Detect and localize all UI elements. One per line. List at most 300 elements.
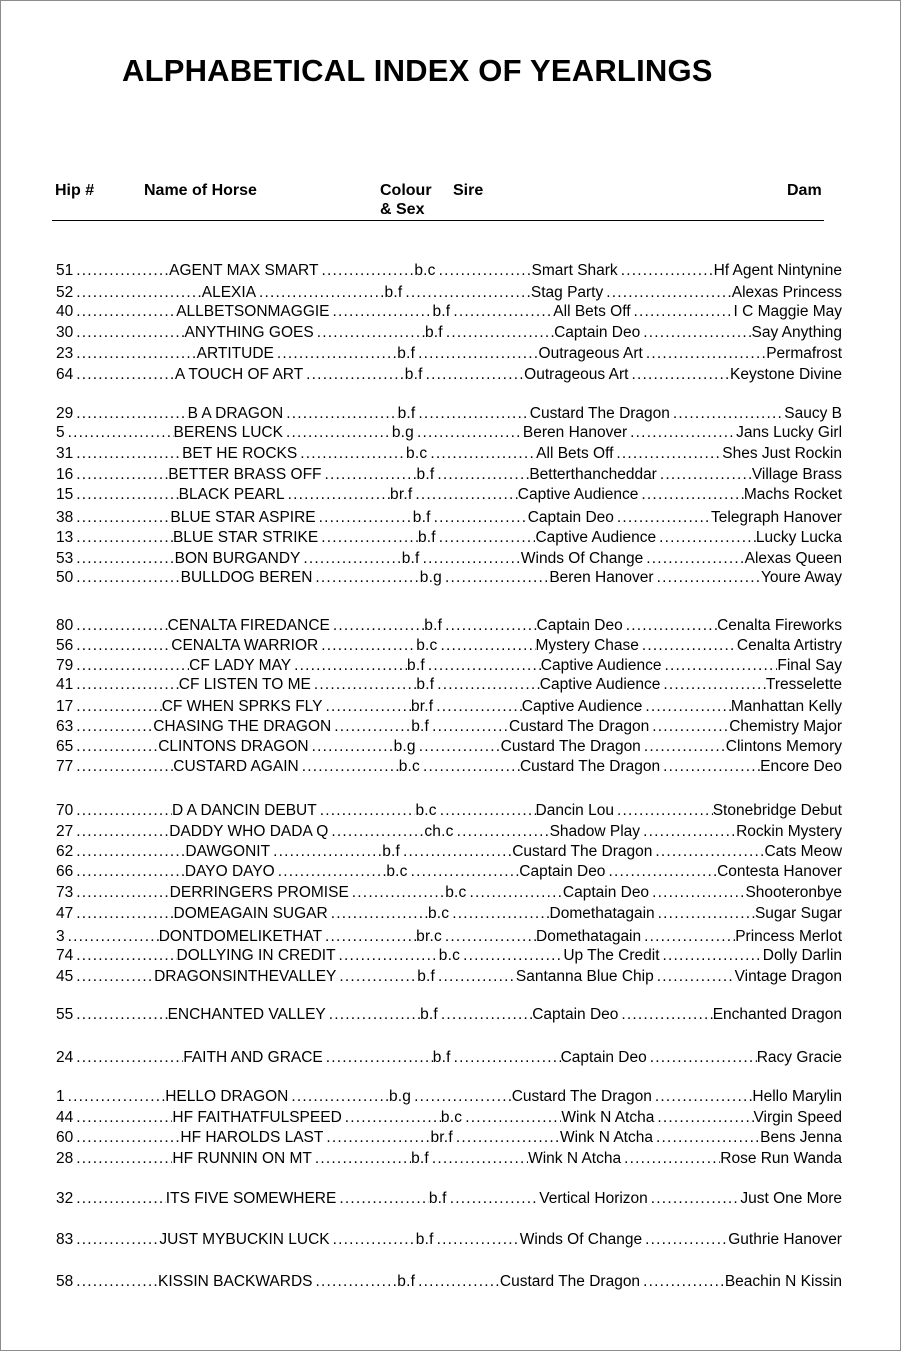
dot-leader	[73, 675, 179, 695]
colour-sex: b.f	[432, 1049, 451, 1066]
dot-leader	[73, 365, 175, 385]
dot-leader	[297, 444, 406, 464]
hip-number: 60	[56, 1129, 74, 1146]
dot-leader	[73, 485, 178, 505]
dot-leader	[73, 528, 173, 548]
hip-number: 24	[56, 1049, 74, 1066]
hip-number: 64	[56, 366, 74, 383]
dot-leader	[283, 423, 392, 443]
sire-name: Betterthancheddar	[529, 466, 657, 483]
dot-leader	[313, 1272, 398, 1292]
colour-sex: b.f	[432, 303, 451, 320]
horse-name: CF LISTEN TO ME	[178, 676, 311, 693]
colour-sex: b.f	[424, 324, 443, 341]
sire-name: Outrageous Art	[538, 345, 643, 362]
hip-number: 50	[56, 569, 74, 586]
sire-name: Custard The Dragon	[509, 718, 650, 735]
index-entry-row	[56, 822, 842, 842]
sire-name: Stag Party	[530, 284, 604, 301]
dot-leader	[73, 261, 169, 281]
index-entry-row	[56, 883, 842, 903]
dam-name: Contesta Hanover	[717, 863, 842, 880]
dot-leader	[402, 283, 531, 303]
dot-leader	[670, 404, 784, 424]
hip-number: 65	[56, 738, 74, 755]
dot-leader	[303, 365, 405, 385]
dot-leader	[435, 967, 516, 987]
dot-leader	[330, 1230, 416, 1250]
dam-name: Princess Merlot	[735, 928, 843, 945]
hip-number: 1	[56, 1088, 65, 1105]
dot-leader	[330, 616, 424, 636]
dot-leader	[342, 1108, 441, 1128]
colour-sex: b.g	[393, 738, 416, 755]
sire-name: Shadow Play	[549, 823, 641, 840]
dot-leader	[443, 323, 554, 343]
sire-name: Wink N Atcha	[528, 1150, 622, 1167]
horse-name: CF LADY MAY	[189, 657, 292, 674]
column-header-sire: Sire	[453, 182, 484, 199]
horse-name: HF RUNNIN ON MT	[172, 1150, 312, 1167]
index-entry-row	[56, 737, 842, 757]
dot-leader	[654, 568, 761, 588]
index-entry-row	[56, 697, 842, 717]
dot-leader	[288, 1087, 389, 1107]
dot-leader	[275, 862, 387, 882]
hip-number: 70	[56, 802, 74, 819]
sire-name: Custard The Dragon	[500, 738, 641, 755]
dam-name: Final Say	[777, 657, 842, 674]
horse-name: ANYTHING GOES	[184, 324, 314, 341]
dot-leader	[605, 862, 717, 882]
hip-number: 80	[56, 617, 74, 634]
dot-leader	[400, 842, 512, 862]
dam-name: Telegraph Hanover	[711, 509, 842, 526]
horse-name: CENALTA WARRIOR	[171, 637, 319, 654]
dot-leader	[640, 323, 751, 343]
dam-name: Clintons Memory	[725, 738, 843, 755]
horse-name: D A DANCIN DEBUT	[172, 802, 317, 819]
dot-leader	[655, 904, 755, 924]
dot-leader	[460, 946, 563, 966]
dam-name: Tresselette	[765, 676, 843, 693]
dot-leader	[442, 616, 536, 636]
dot-leader	[652, 1087, 753, 1107]
hip-number: 58	[56, 1273, 74, 1290]
colour-sex: b.f	[397, 405, 416, 422]
sire-name: Beren Hanover	[549, 569, 654, 586]
dot-leader	[425, 656, 541, 676]
dam-name: Virgin Speed	[753, 1109, 842, 1126]
dot-leader	[336, 967, 417, 987]
hip-number: 27	[56, 823, 74, 840]
dot-leader	[434, 465, 529, 485]
colour-sex: b.f	[416, 676, 435, 693]
horse-name: HF FAITHATFULSPEED	[172, 1109, 342, 1126]
dam-name: Guthrie Hanover	[728, 1231, 842, 1248]
dot-leader	[73, 404, 187, 424]
horse-name: BERENS LUCK	[173, 424, 283, 441]
hip-number: 52	[56, 284, 74, 301]
dot-leader	[420, 549, 521, 569]
dam-name: Rockin Mystery	[736, 823, 843, 840]
dot-leader	[449, 904, 549, 924]
dot-leader	[291, 656, 407, 676]
sire-name: Captain Deo	[536, 617, 623, 634]
sire-name: Wink N Atcha	[559, 1129, 653, 1146]
colour-sex: b.c	[386, 863, 408, 880]
horse-name: DERRINGERS PROMISE	[169, 884, 349, 901]
dot-leader	[73, 822, 169, 842]
colour-sex: b.c	[445, 884, 467, 901]
dot-leader	[453, 1128, 560, 1148]
dot-leader	[65, 927, 159, 947]
column-header-colour-sex-line1: Colour	[380, 182, 432, 199]
dot-leader	[316, 508, 413, 528]
horse-name: DOLLYING IN CREDIT	[176, 947, 336, 964]
colour-sex: b.c	[438, 947, 461, 964]
column-header-name: Name of Horse	[144, 182, 257, 199]
sire-name: Outrageous Art	[524, 366, 629, 383]
index-entry-row	[56, 508, 842, 528]
sire-name: All Bets Off	[553, 303, 631, 320]
horse-name: DADDY WHO DADA Q	[169, 823, 329, 840]
dam-name: Saucy B	[784, 405, 842, 422]
sire-name: Custard The Dragon	[499, 1273, 641, 1290]
colour-sex: b.c	[414, 262, 436, 279]
dot-leader	[318, 528, 418, 548]
dot-leader	[300, 549, 401, 569]
horse-name: BET HE ROCKS	[182, 445, 298, 462]
colour-sex: b.f	[420, 1006, 438, 1023]
dot-leader	[336, 1189, 429, 1209]
dot-leader	[323, 1048, 433, 1068]
sire-name: Custard The Dragon	[529, 405, 670, 422]
dam-name: Shes Just Rockin	[722, 445, 842, 462]
colour-sex: b.f	[407, 657, 425, 674]
horse-name: ALLBETSONMAGGIE	[176, 303, 330, 320]
dot-leader	[640, 822, 736, 842]
dot-leader	[628, 365, 730, 385]
colour-sex: br.f	[410, 698, 434, 715]
dot-leader	[318, 261, 414, 281]
dot-leader	[660, 946, 763, 966]
dot-leader	[73, 616, 167, 636]
horse-name: DAYO DAYO	[184, 863, 275, 880]
dot-leader	[653, 1128, 760, 1148]
hip-number: 38	[56, 509, 74, 526]
dot-leader	[618, 261, 714, 281]
index-entry-row	[56, 967, 842, 987]
index-entry-row	[56, 1087, 842, 1107]
index-entry-row	[56, 842, 842, 862]
dot-leader	[603, 283, 732, 303]
dot-leader	[73, 656, 189, 676]
sire-name: Domethatagain	[549, 905, 655, 922]
page-title: ALPHABETICAL INDEX OF YEARLINGS	[122, 53, 713, 88]
dot-leader	[73, 717, 153, 737]
horse-name: AGENT MAX SMART	[169, 262, 319, 279]
hip-number: 31	[56, 445, 74, 462]
dot-leader	[408, 862, 520, 882]
dot-leader	[454, 822, 550, 842]
dam-name: Jans Lucky Girl	[736, 424, 843, 441]
dam-name: Vintage Dragon	[734, 968, 842, 985]
dot-leader	[322, 465, 417, 485]
index-entry-row	[56, 1149, 842, 1169]
dot-leader	[642, 697, 730, 717]
hip-number: 53	[56, 550, 74, 567]
dot-leader	[73, 1005, 167, 1025]
hip-number: 56	[56, 637, 74, 654]
index-entry-row	[56, 1048, 842, 1068]
sire-name: Santanna Blue Chip	[515, 968, 654, 985]
dam-name: Rose Run Wanda	[720, 1150, 843, 1167]
dot-leader	[621, 1149, 720, 1169]
sire-name: Captive Audience	[540, 657, 662, 674]
sire-name: Captive Audience	[539, 676, 661, 693]
dot-leader	[614, 801, 713, 821]
dot-leader	[331, 717, 411, 737]
dot-leader	[415, 1272, 500, 1292]
dam-name: Stonebridge Debut	[712, 802, 842, 819]
sire-name: Captive Audience	[517, 486, 639, 503]
dot-leader	[660, 757, 760, 777]
hip-number: 32	[56, 1190, 74, 1207]
dot-leader	[73, 737, 158, 757]
dam-name: Alexas Queen	[744, 550, 842, 567]
dot-leader	[447, 1189, 540, 1209]
index-entry-row	[56, 675, 842, 695]
colour-sex: b.g	[388, 1088, 412, 1105]
colour-sex: b.c	[440, 1109, 463, 1126]
index-entry-row	[56, 549, 842, 569]
dam-name: Just One More	[740, 1190, 842, 1207]
hip-number: 74	[56, 947, 74, 964]
dot-leader	[652, 842, 764, 862]
colour-sex: b.c	[406, 445, 428, 462]
index-entry-row	[56, 323, 842, 343]
dot-leader	[451, 1048, 561, 1068]
dot-leader	[73, 946, 176, 966]
colour-sex: b.c	[427, 905, 450, 922]
dot-leader	[73, 465, 168, 485]
colour-sex: b.f	[401, 550, 420, 567]
hip-number: 15	[56, 486, 74, 503]
sire-name: Captain Deo	[519, 863, 606, 880]
index-entry-row	[56, 404, 842, 424]
horse-name: B A DRAGON	[187, 405, 284, 422]
dot-leader	[73, 323, 184, 343]
horse-name: JUST MYBUCKIN LUCK	[159, 1231, 330, 1248]
horse-name: HF HAROLDS LAST	[180, 1129, 324, 1146]
dot-leader	[73, 1149, 172, 1169]
index-entry-row	[56, 344, 842, 364]
dot-leader	[643, 549, 744, 569]
dot-leader	[442, 927, 536, 947]
index-entry-row	[56, 904, 842, 924]
dot-leader	[73, 549, 174, 569]
colour-sex: b.f	[384, 284, 403, 301]
horse-name: HELLO DRAGON	[165, 1088, 289, 1105]
colour-sex: b.g	[419, 569, 442, 586]
dot-leader	[414, 423, 523, 443]
dot-leader	[73, 1189, 166, 1209]
dot-leader	[656, 528, 756, 548]
yearling-index-list	[1, 1, 901, 1352]
dot-leader	[73, 967, 154, 987]
index-entry-row	[56, 1108, 842, 1128]
colour-sex: b.c	[398, 758, 420, 775]
index-entry-row	[56, 616, 842, 636]
horse-name: DONTDOMELIKETHAT	[158, 928, 323, 945]
horse-name: BLUE STAR STRIKE	[172, 529, 319, 546]
dot-leader	[328, 904, 428, 924]
index-entry-row	[56, 717, 842, 737]
index-entry-row	[56, 1189, 842, 1209]
dam-name: Beachin N Kissin	[724, 1273, 843, 1290]
dam-name: I C Maggie May	[733, 303, 843, 320]
dot-leader	[311, 675, 417, 695]
sire-name: Captain Deo	[527, 509, 614, 526]
sire-name: Domethatagain	[536, 928, 642, 945]
sire-name: Custard The Dragon	[511, 1088, 652, 1105]
dam-name: Permafrost	[766, 345, 843, 362]
dot-leader	[73, 801, 172, 821]
dot-leader	[328, 822, 424, 842]
dot-leader	[654, 967, 735, 987]
dot-leader	[649, 883, 745, 903]
index-entry-row	[56, 568, 842, 588]
dot-leader	[73, 1048, 183, 1068]
index-entry-row	[56, 1005, 842, 1025]
dot-leader	[647, 1048, 757, 1068]
dot-leader	[309, 737, 394, 757]
colour-sex: b.f	[424, 617, 443, 634]
dot-leader	[283, 404, 397, 424]
hip-number: 73	[56, 884, 74, 901]
dot-leader	[623, 616, 717, 636]
sire-name: Custard The Dragon	[512, 843, 653, 860]
dot-leader	[643, 344, 766, 364]
dot-leader	[314, 323, 425, 343]
index-entry-row	[56, 636, 842, 656]
dot-leader	[429, 717, 509, 737]
dot-leader	[434, 1230, 520, 1250]
dot-leader	[73, 842, 185, 862]
sire-name: Vertical Horizon	[539, 1190, 648, 1207]
dot-leader	[73, 904, 173, 924]
hip-number: 41	[56, 676, 74, 693]
index-entry-row	[56, 283, 842, 303]
hip-number: 5	[56, 424, 65, 441]
horse-name: DRAGONSINTHEVALLEY	[154, 968, 337, 985]
sire-name: All Bets Off	[536, 445, 614, 462]
colour-sex: b.c	[415, 802, 437, 819]
horse-name: BON BURGANDY	[174, 550, 301, 567]
sire-name: Smart Shark	[531, 262, 618, 279]
horse-name: CLINTONS DRAGON	[158, 738, 309, 755]
dam-name: Say Anything	[751, 324, 842, 341]
dot-leader	[73, 444, 182, 464]
dot-leader	[466, 883, 562, 903]
column-header-colour-sex-line2: & Sex	[380, 201, 425, 218]
dot-leader	[642, 1230, 728, 1250]
horse-name: CUSTARD AGAIN	[173, 758, 299, 775]
dot-leader	[631, 302, 734, 322]
dot-leader	[423, 365, 525, 385]
sire-name: Winds Of Change	[519, 1231, 643, 1248]
dot-leader	[431, 508, 528, 528]
dam-name: Shooteronbye	[745, 884, 842, 901]
dot-leader	[322, 927, 416, 947]
colour-sex: b.f	[411, 1150, 429, 1167]
index-entry-row	[56, 946, 842, 966]
column-header-hip: Hip #	[55, 182, 95, 199]
dot-leader	[73, 862, 185, 882]
dot-leader	[438, 636, 536, 656]
dam-name: Cats Meow	[764, 843, 843, 860]
dam-name: Sugar Sugar	[754, 905, 842, 922]
dam-name: Enchanted Dragon	[712, 1006, 842, 1023]
dot-leader	[416, 737, 501, 757]
hip-number: 17	[56, 698, 74, 715]
dot-leader	[641, 737, 726, 757]
horse-name: FAITH AND GRACE	[183, 1049, 323, 1066]
hip-number: 3	[56, 928, 65, 945]
dot-leader	[429, 1149, 528, 1169]
dot-leader	[73, 1108, 172, 1128]
sire-name: Captive Audience	[521, 698, 643, 715]
colour-sex: b.g	[391, 424, 414, 441]
dot-leader	[73, 883, 169, 903]
dot-leader	[323, 1128, 430, 1148]
colour-sex: b.f	[397, 1273, 416, 1290]
index-entry-row	[56, 1272, 842, 1292]
index-entry-row	[56, 1230, 842, 1250]
horse-name: CENALTA FIREDANCE	[167, 617, 330, 634]
colour-sex: br.f	[390, 486, 413, 503]
hip-number: 66	[56, 863, 74, 880]
dot-leader	[318, 636, 416, 656]
dot-leader	[450, 302, 553, 322]
dam-name: Dolly Darlin	[762, 947, 843, 964]
colour-sex: ch.c	[424, 823, 454, 840]
hip-number: 30	[56, 324, 74, 341]
dot-leader	[438, 1005, 532, 1025]
hip-number: 63	[56, 718, 74, 735]
dam-name: Hello Marylin	[752, 1088, 843, 1105]
dot-leader	[317, 801, 416, 821]
index-entry-row	[56, 302, 842, 322]
dam-name: Machs Rocket	[743, 486, 843, 503]
horse-name: BLUE STAR ASPIRE	[170, 509, 316, 526]
dot-leader	[427, 444, 536, 464]
hip-number: 44	[56, 1109, 74, 1126]
sire-name: Captain Deo	[560, 1049, 647, 1066]
colour-sex: b.f	[417, 968, 436, 985]
dot-leader	[73, 283, 202, 303]
hip-number: 55	[56, 1006, 74, 1023]
dam-name: Cenalta Fireworks	[717, 617, 843, 634]
dot-leader	[274, 344, 397, 364]
index-entry-row	[56, 261, 842, 281]
hip-number: 40	[56, 303, 74, 320]
dot-leader	[299, 757, 399, 777]
sire-name: Captive Audience	[535, 529, 657, 546]
dot-leader	[638, 485, 743, 505]
dot-leader	[661, 656, 777, 676]
